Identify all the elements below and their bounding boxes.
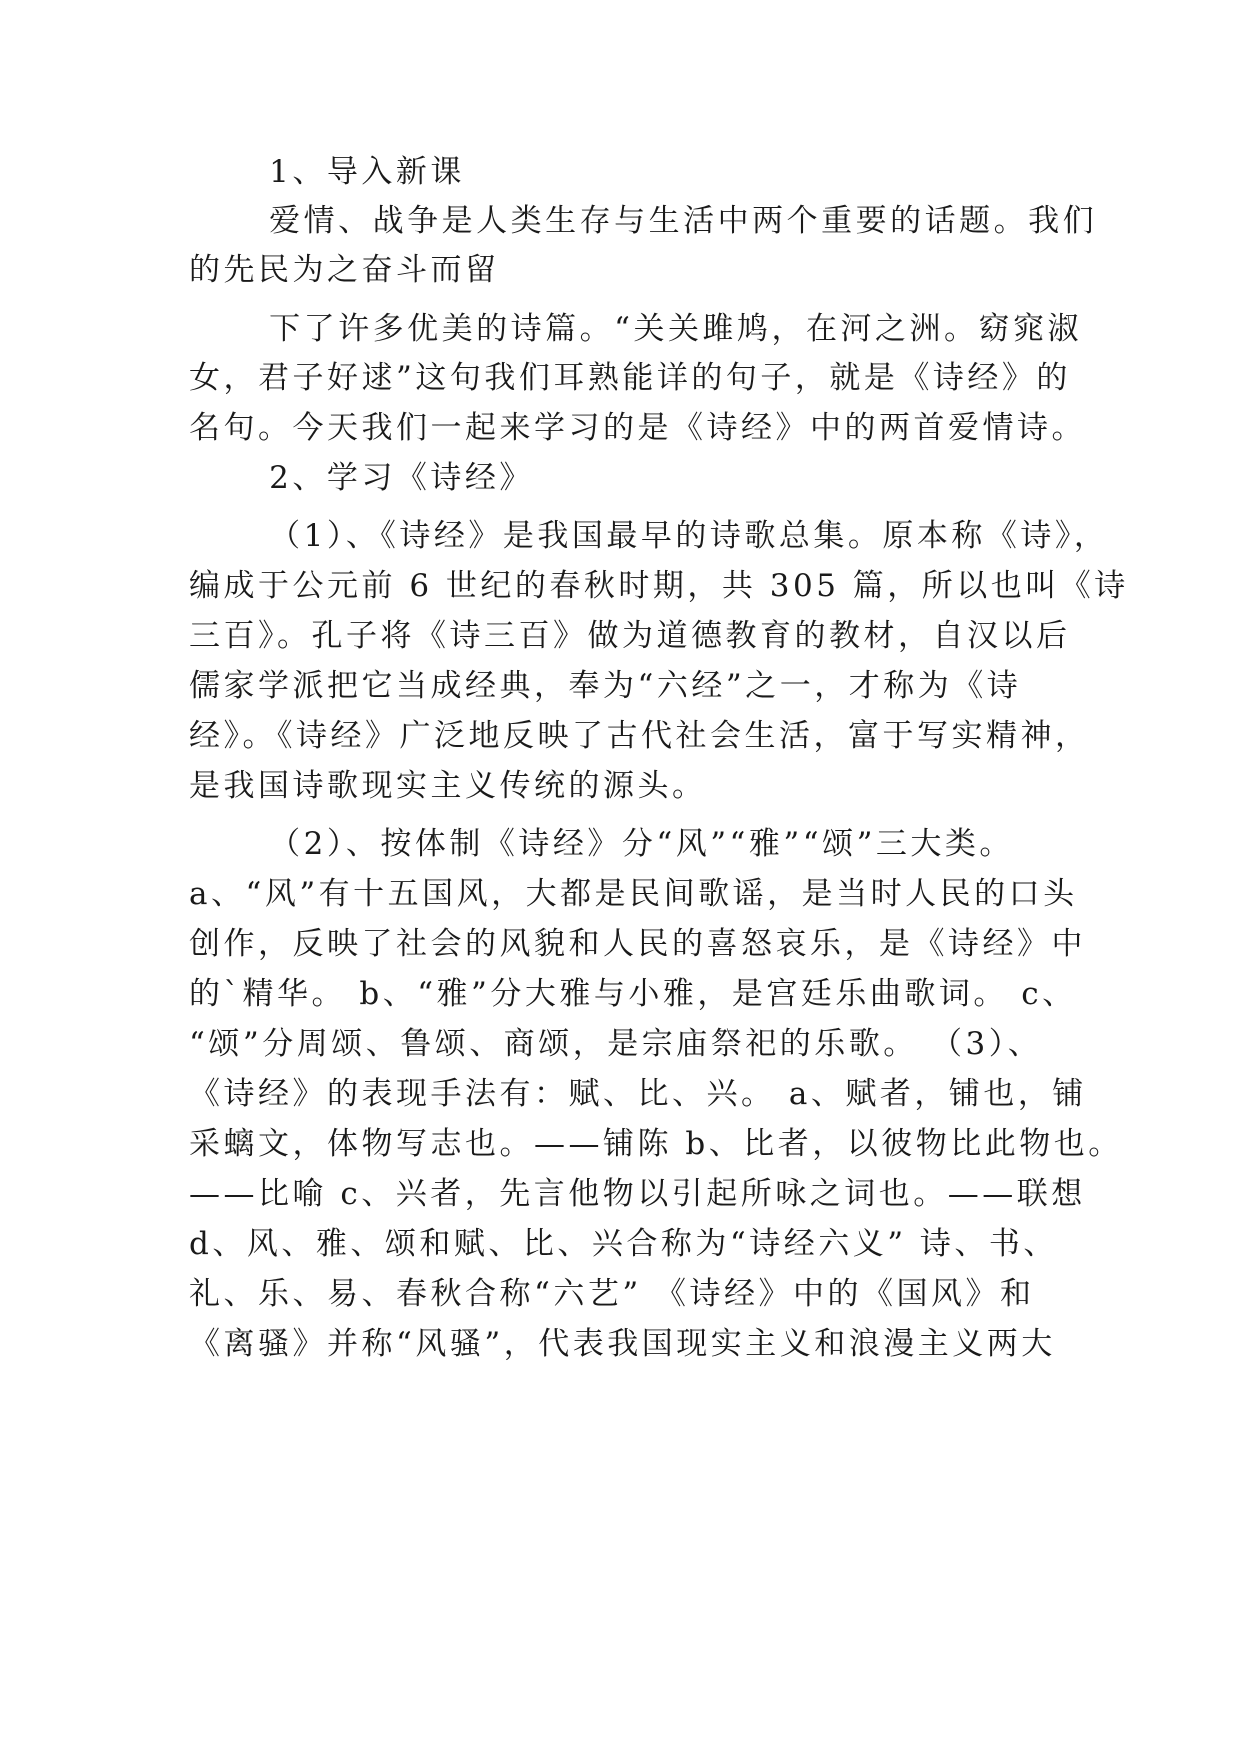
paragraph-line: “颂”分周颂、鲁颂、商颂，是宗庙祭祀的乐歌。 （3）、 [189,1026,1043,1062]
paragraph-line: a、“风”有十五国风，大都是民间歌谣，是当时人民的口头 [189,876,1078,912]
paragraph-line: （2）、按体制《诗经》分“风”“雅”“颂”三大类。 [189,826,1014,862]
paragraph-line: 儒家学派把它当成经典，奉为“六经”之一，才称为《诗 [189,668,1022,704]
paragraph-line: d、风、雅、颂和赋、比、兴合称为“诗经六义” 诗、书、 [189,1226,1058,1262]
paragraph-line: 爱情、战争是人类生存与生活中两个重要的话题。我们 [189,203,1098,239]
paragraph-line: 三百》。孔子将《诗三百》做为道德教育的教材，自汉以后 [189,618,1071,654]
paragraph-line: 《离骚》并称“风骚”，代表我国现实主义和浪漫主义两大 [189,1326,1056,1362]
paragraph-line: 是我国诗歌现实主义传统的源头。 [189,768,707,804]
paragraph-line: 的`精华。 b、“雅”分大雅与小雅，是宫廷乐曲歌词。 c、 [189,976,1077,1012]
heading-study: 2、学习《诗经》 [189,460,534,496]
heading-intro: 1、导入新课 [189,154,465,190]
paragraph-line: 礼、乐、易、春秋合称“六艺” 《诗经》中的《国风》和 [189,1276,1035,1312]
paragraph-line: 《诗经》的表现手法有：赋、比、兴。 a、赋者，铺也，铺 [189,1076,1087,1112]
paragraph-line: 创作，反映了社会的风貌和人民的喜怒哀乐，是《诗经》中 [189,926,1086,962]
paragraph-line: 下了许多优美的诗篇。“关关雎鸠，在河之洲。窈窕淑 [189,311,1082,347]
paragraph-line: 采螭文，体物写志也。——铺陈 b、比者，以彼物比此物也。 [189,1126,1123,1162]
paragraph-line: 的先民为之奋斗而留 [189,252,500,288]
paragraph-line: 经》。《诗经》广泛地反映了古代社会生活，富于写实精神， [189,718,1090,754]
paragraph-line: ——比喻 c、兴者，先言他物以引起所咏之词也。——联想 [189,1176,1086,1212]
paragraph-line: 编成于公元前 6 世纪的春秋时期，共 305 篇，所以也叫《诗 [189,568,1129,604]
paragraph-line: 名句。今天我们一起来学习的是《诗经》中的两首爱情诗。 [189,410,1086,446]
paragraph-line: 女，君子好逑”这句我们耳熟能详的句子，就是《诗经》的 [189,360,1071,396]
paragraph-line: （1）、《诗经》是我国最早的诗歌总集。原本称《诗》， [189,518,1109,554]
